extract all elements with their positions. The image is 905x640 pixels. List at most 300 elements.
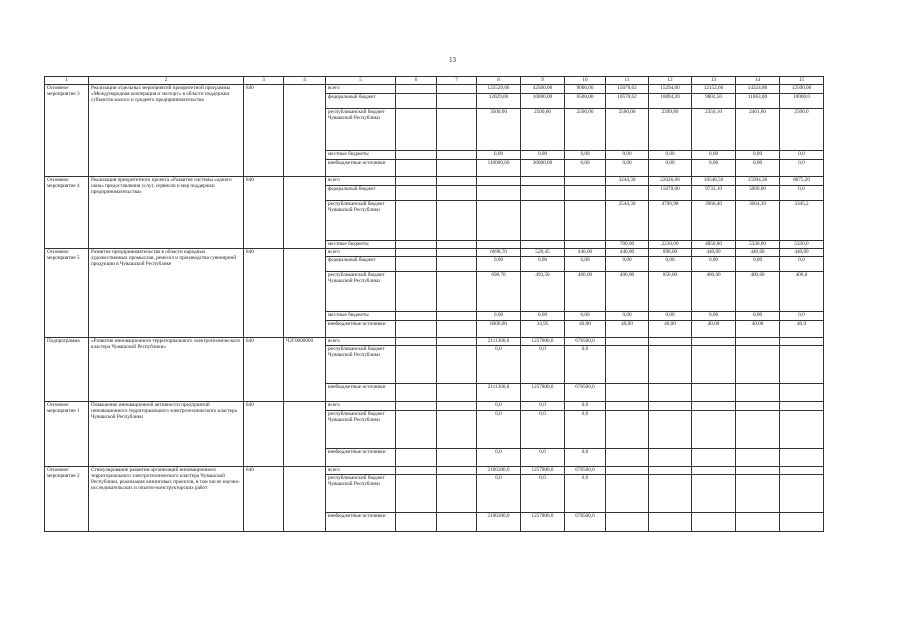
value-cell: 1257800,0	[521, 338, 565, 346]
value-cell: 400,00	[565, 272, 606, 312]
empty-cell	[396, 321, 437, 338]
value-cell: 0,0	[780, 160, 824, 177]
funding-source: внебюджетные источники	[326, 449, 396, 467]
value-cell: 40,00	[606, 321, 649, 338]
value-cell: 0,00	[565, 257, 606, 272]
value-cell: 3345,2	[780, 201, 824, 241]
empty-cell	[437, 241, 477, 249]
value-cell: 2106300,0	[477, 513, 521, 532]
empty-cell	[396, 151, 437, 160]
funding-table	[44, 76, 824, 532]
funding-source: внебюджетные источники	[326, 160, 396, 177]
empty-cell	[437, 402, 477, 411]
empty-cell	[437, 249, 477, 257]
funding-source: всего	[326, 402, 396, 411]
value-cell: 0,00	[521, 257, 565, 272]
value-cell: 1257800,0	[521, 513, 565, 532]
value-cell: 0,00	[606, 312, 649, 321]
empty-cell	[396, 338, 437, 346]
table-row	[45, 402, 824, 411]
value-cell	[780, 411, 824, 449]
funding-source: местные бюджеты	[326, 151, 396, 160]
empty-cell	[437, 85, 477, 94]
value-cell: 0,0	[477, 411, 521, 449]
empty-cell	[437, 312, 477, 321]
value-cell	[649, 513, 692, 532]
value-cell: 0,0	[780, 186, 824, 201]
value-cell	[692, 467, 736, 475]
empty-cell	[396, 177, 437, 186]
value-cell: 18548,50	[692, 177, 736, 186]
empty-cell	[437, 186, 477, 201]
activity-name: Основное мероприятие 1	[45, 402, 89, 467]
value-cell: 0,00	[477, 151, 521, 160]
value-cell: 6698,70	[477, 249, 521, 257]
value-cell: 0,0	[521, 346, 565, 384]
empty-cell	[437, 411, 477, 449]
value-cell: 2544,30	[606, 201, 649, 241]
funding-source: местные бюджеты	[326, 241, 396, 249]
value-cell	[606, 338, 649, 346]
column-header: 1	[45, 77, 89, 85]
value-cell	[780, 384, 824, 402]
empty-cell	[396, 109, 437, 151]
value-cell: 0,00	[649, 312, 692, 321]
value-cell: 0,00	[477, 257, 521, 272]
code-cell: Ч2Г0000000	[284, 338, 326, 402]
code-cell: 840	[244, 467, 284, 532]
value-cell	[780, 346, 824, 384]
code-cell: 840	[244, 177, 284, 249]
activity-name: Основное мероприятие 4	[45, 177, 89, 249]
empty-cell	[396, 411, 437, 449]
value-cell	[606, 467, 649, 475]
value-cell	[692, 475, 736, 513]
value-cell: 2500,0	[780, 109, 824, 151]
value-cell: 40,00	[649, 321, 692, 338]
value-cell: 10894,20	[649, 94, 692, 109]
value-cell: 12500,00	[780, 85, 824, 94]
value-cell: 0,0	[565, 402, 606, 411]
value-cell: 0,00	[565, 312, 606, 321]
value-cell: 0,0	[477, 475, 521, 513]
funding-source: местные бюджеты	[326, 312, 396, 321]
value-cell	[606, 402, 649, 411]
empty-cell	[437, 272, 477, 312]
empty-cell	[437, 475, 477, 513]
value-cell: 0,00	[692, 257, 736, 272]
funding-source: федеральный бюджет	[326, 186, 396, 201]
value-cell	[521, 241, 565, 249]
value-cell: 0,00	[692, 312, 736, 321]
value-cell: 698,70	[477, 272, 521, 312]
funding-source: республиканский бюджет Чувашской Республики	[326, 346, 396, 384]
value-cell	[649, 467, 692, 475]
value-cell: 40,0	[780, 321, 824, 338]
funding-source: республиканский бюджет Чувашской Республики	[326, 201, 396, 241]
empty-cell	[437, 449, 477, 467]
empty-cell	[396, 384, 437, 402]
funding-source: федеральный бюджет	[326, 94, 396, 109]
activity-description: Реализация отдельных мероприятий приоритетной программы «Международная кооперация и экспорт» в области поддержки субъектов малого и среднего предпринимательства	[89, 85, 244, 177]
column-header: 2	[89, 77, 244, 85]
value-cell: 0,00	[565, 151, 606, 160]
column-header: 14	[736, 77, 780, 85]
value-cell: 9732,10	[692, 186, 736, 201]
value-cell	[477, 177, 521, 186]
activity-description: Повышение инновационной активности предприятий инновационного территориального электротехнического кластера Чувашской Республики	[89, 402, 244, 467]
value-cell: 3244,30	[606, 177, 649, 186]
value-cell	[477, 186, 521, 201]
value-cell: 40,00	[736, 321, 780, 338]
value-cell: 5330,00	[736, 241, 780, 249]
value-cell: 400,00	[736, 272, 780, 312]
funding-source: всего	[326, 249, 396, 257]
value-cell	[649, 338, 692, 346]
value-cell	[780, 449, 824, 467]
value-cell: 11863,00	[736, 94, 780, 109]
value-cell: 400,00	[692, 272, 736, 312]
activity-name: Основное мероприятие 5	[45, 249, 89, 338]
empty-cell	[437, 346, 477, 384]
value-cell	[736, 346, 780, 384]
value-cell	[606, 346, 649, 384]
column-header: 9	[521, 77, 565, 85]
empty-cell	[437, 201, 477, 241]
code-cell	[284, 402, 326, 467]
page-number: 13	[449, 56, 456, 64]
empty-cell	[396, 513, 437, 532]
code-cell: 840	[244, 402, 284, 467]
value-cell: 2399,80	[649, 109, 692, 151]
value-cell: 5000,00	[736, 186, 780, 201]
value-cell: 15994,30	[736, 177, 780, 186]
empty-cell	[437, 94, 477, 109]
header-row	[45, 77, 824, 85]
value-cell: 4796,98	[649, 201, 692, 241]
code-cell: 840	[244, 85, 284, 177]
value-cell: 9000,00	[565, 85, 606, 94]
value-cell	[736, 513, 780, 532]
value-cell: 5330,0	[780, 241, 824, 249]
value-cell	[649, 475, 692, 513]
value-cell: 15070,00	[649, 186, 692, 201]
value-cell	[780, 402, 824, 411]
empty-cell	[437, 151, 477, 160]
value-cell: 0,0	[565, 475, 606, 513]
empty-cell	[437, 321, 477, 338]
empty-cell	[396, 201, 437, 241]
value-cell: 0,00	[649, 257, 692, 272]
value-cell: 0,0	[521, 402, 565, 411]
empty-cell	[396, 272, 437, 312]
value-cell: 676500,0	[565, 384, 606, 402]
value-cell: 0,0	[521, 475, 565, 513]
empty-cell	[437, 257, 477, 272]
value-cell: 10000,00	[521, 94, 565, 109]
value-cell: 2230,00	[649, 241, 692, 249]
value-cell	[649, 411, 692, 449]
column-header: 6	[396, 77, 437, 85]
table-row	[45, 177, 824, 186]
value-cell: 0,00	[606, 151, 649, 160]
value-cell: 2111300,0	[477, 384, 521, 402]
value-cell: 400,0	[780, 272, 824, 312]
code-cell	[284, 85, 326, 177]
value-cell: 0,0	[477, 449, 521, 467]
value-cell	[606, 186, 649, 201]
value-cell: 1257800,0	[521, 467, 565, 475]
code-cell	[284, 249, 326, 338]
table-row	[45, 249, 824, 257]
table-row	[45, 85, 824, 94]
value-cell	[692, 411, 736, 449]
value-cell: 0,0	[565, 346, 606, 384]
value-cell	[565, 177, 606, 186]
value-cell	[649, 384, 692, 402]
value-cell	[606, 384, 649, 402]
value-cell: 3664,30	[736, 201, 780, 241]
column-header: 11	[606, 77, 649, 85]
empty-cell	[396, 449, 437, 467]
funding-source: республиканский бюджет Чувашской Республики	[326, 475, 396, 513]
value-cell: 440,00	[606, 249, 649, 257]
value-cell: 14324,80	[736, 85, 780, 94]
value-cell: 0,0	[565, 449, 606, 467]
value-cell	[649, 402, 692, 411]
code-cell: 840	[244, 249, 284, 338]
value-cell	[780, 513, 824, 532]
value-cell: 10570,62	[606, 94, 649, 109]
empty-cell	[437, 513, 477, 532]
value-cell: 850,00	[649, 272, 692, 312]
empty-cell	[437, 160, 477, 177]
value-cell: 0,00	[736, 160, 780, 177]
value-cell	[780, 467, 824, 475]
code-cell: 840	[244, 338, 284, 402]
value-cell: 4850,00	[692, 241, 736, 249]
code-cell	[284, 177, 326, 249]
empty-cell	[396, 160, 437, 177]
value-cell: 15070,62	[606, 85, 649, 94]
funding-source: республиканский бюджет Чувашской Республики	[326, 411, 396, 449]
empty-cell	[396, 85, 437, 94]
value-cell: 6000,00	[477, 321, 521, 338]
value-cell: 528,45	[521, 249, 565, 257]
empty-cell	[396, 186, 437, 201]
empty-cell	[396, 402, 437, 411]
value-cell	[692, 402, 736, 411]
value-cell	[692, 346, 736, 384]
funding-source: всего	[326, 177, 396, 186]
funding-source: всего	[326, 85, 396, 94]
value-cell: 0,00	[692, 160, 736, 177]
code-cell	[284, 467, 326, 532]
value-cell: 676500,0	[565, 338, 606, 346]
activity-name: Основное мероприятие 2	[45, 467, 89, 532]
value-cell	[692, 513, 736, 532]
value-cell: 0,00	[606, 160, 649, 177]
value-cell: 34,95	[521, 321, 565, 338]
activity-name: Подпрограмма	[45, 338, 89, 402]
column-header: 5	[326, 77, 396, 85]
empty-cell	[437, 467, 477, 475]
value-cell: 700,00	[606, 241, 649, 249]
value-cell	[521, 186, 565, 201]
value-cell: 0,0	[521, 411, 565, 449]
value-cell: 0,0	[521, 449, 565, 467]
funding-source: республиканский бюджет Чувашской Республики	[326, 109, 396, 151]
empty-cell	[396, 257, 437, 272]
value-cell: 676500,0	[565, 513, 606, 532]
value-cell: 0,0	[477, 402, 521, 411]
empty-cell	[396, 249, 437, 257]
value-cell: 2461,60	[736, 109, 780, 151]
activity-description: Стимулирование развития организаций инновационного территориального электротехнического кластера Чувашской Республики, реализация лизинговых проектов, в том числе научно-исследовательских и опытно-конструкторских работ	[89, 467, 244, 532]
value-cell	[736, 449, 780, 467]
column-header: 13	[692, 77, 736, 85]
value-cell: 10000,0	[780, 94, 824, 109]
column-header: 4	[284, 77, 326, 85]
value-cell	[649, 346, 692, 384]
value-cell	[565, 186, 606, 201]
value-cell: 125529,06	[477, 85, 521, 94]
value-cell: 0,0	[780, 312, 824, 321]
value-cell: 2500,00	[565, 109, 606, 151]
empty-cell	[437, 338, 477, 346]
empty-cell	[396, 312, 437, 321]
column-header: 3	[244, 77, 284, 85]
value-cell: 0,00	[736, 151, 780, 160]
value-cell: 2111300,0	[477, 338, 521, 346]
value-cell	[606, 475, 649, 513]
value-cell: 0,00	[649, 160, 692, 177]
value-cell	[736, 402, 780, 411]
table-row	[45, 467, 824, 475]
empty-cell	[396, 346, 437, 384]
value-cell: 2350,10	[692, 109, 736, 151]
value-cell	[736, 467, 780, 475]
value-cell: 440,00	[692, 249, 736, 257]
value-cell: 1257800,0	[521, 384, 565, 402]
value-cell	[565, 241, 606, 249]
value-cell: 2500,00	[521, 109, 565, 151]
value-cell: 9802,50	[692, 94, 736, 109]
value-cell: 0,00	[521, 151, 565, 160]
column-header: 7	[437, 77, 477, 85]
value-cell: 0,00	[606, 257, 649, 272]
funding-source: внебюджетные источники	[326, 321, 396, 338]
value-cell: 0,00	[521, 312, 565, 321]
value-cell	[649, 449, 692, 467]
value-cell	[736, 384, 780, 402]
value-cell: 676500,0	[565, 467, 606, 475]
funding-source: республиканский бюджет Чувашской Республики	[326, 272, 396, 312]
value-cell: 493,50	[521, 272, 565, 312]
value-cell	[477, 241, 521, 249]
value-cell	[565, 201, 606, 241]
value-cell	[780, 475, 824, 513]
value-cell	[780, 338, 824, 346]
value-cell: 0,00	[565, 160, 606, 177]
value-cell: 2500,00	[606, 109, 649, 151]
value-cell	[606, 449, 649, 467]
activity-description: Развитие предпринимательства в области народных художественных промыслов, ремесел и производства сувенирной продукции в Чувашской Республике	[89, 249, 244, 338]
value-cell: 0,00	[736, 312, 780, 321]
funding-source: всего	[326, 467, 396, 475]
value-cell: 3966,40	[692, 201, 736, 241]
column-header: 12	[649, 77, 692, 85]
empty-cell	[396, 241, 437, 249]
empty-cell	[437, 109, 477, 151]
value-cell	[692, 449, 736, 467]
value-cell: 22026,68	[649, 177, 692, 186]
value-cell	[736, 475, 780, 513]
value-cell: 8675,20	[780, 177, 824, 186]
value-cell: 440,00	[736, 249, 780, 257]
value-cell	[521, 177, 565, 186]
empty-cell	[396, 467, 437, 475]
empty-cell	[396, 94, 437, 109]
value-cell: 3500,00	[477, 109, 521, 151]
value-cell: 0,00	[736, 257, 780, 272]
value-cell: 30000,00	[521, 160, 565, 177]
value-cell	[736, 411, 780, 449]
value-cell: 0,00	[692, 151, 736, 160]
funding-source: всего	[326, 338, 396, 346]
funding-source: федеральный бюджет	[326, 257, 396, 272]
value-cell	[521, 201, 565, 241]
value-cell: 890,00	[649, 249, 692, 257]
column-header: 8	[477, 77, 521, 85]
value-cell: 6500,00	[565, 94, 606, 109]
value-cell: 12029,06	[477, 94, 521, 109]
value-cell: 0,0	[565, 411, 606, 449]
value-cell: 0,0	[477, 346, 521, 384]
value-cell	[606, 411, 649, 449]
value-cell: 2106300,0	[477, 467, 521, 475]
empty-cell	[437, 177, 477, 186]
activity-description: «Развитие инновационного территориального электротехнического кластера Чувашской Республики»	[89, 338, 244, 402]
value-cell: 0,00	[649, 151, 692, 160]
value-cell	[606, 513, 649, 532]
value-cell: 12152,60	[692, 85, 736, 94]
empty-cell	[396, 475, 437, 513]
value-cell	[736, 338, 780, 346]
funding-source: внебюджетные источники	[326, 513, 396, 532]
value-cell	[692, 384, 736, 402]
value-cell: 440,00	[780, 249, 824, 257]
value-cell: 0,00	[477, 312, 521, 321]
value-cell	[692, 338, 736, 346]
value-cell: 42500,00	[521, 85, 565, 94]
value-cell	[477, 201, 521, 241]
value-cell: 110000,00	[477, 160, 521, 177]
column-header: 15	[780, 77, 824, 85]
value-cell: 40,00	[692, 321, 736, 338]
activity-name: Основное мероприятие 3	[45, 85, 89, 177]
empty-cell	[437, 384, 477, 402]
column-header: 10	[565, 77, 606, 85]
value-cell: 440,00	[565, 249, 606, 257]
value-cell: 0,0	[780, 151, 824, 160]
table-row	[45, 338, 824, 346]
funding-source: внебюджетные источники	[326, 384, 396, 402]
value-cell: 40,00	[565, 321, 606, 338]
value-cell: 0,0	[780, 257, 824, 272]
value-cell: 15294,00	[649, 85, 692, 94]
value-cell: 400,00	[606, 272, 649, 312]
